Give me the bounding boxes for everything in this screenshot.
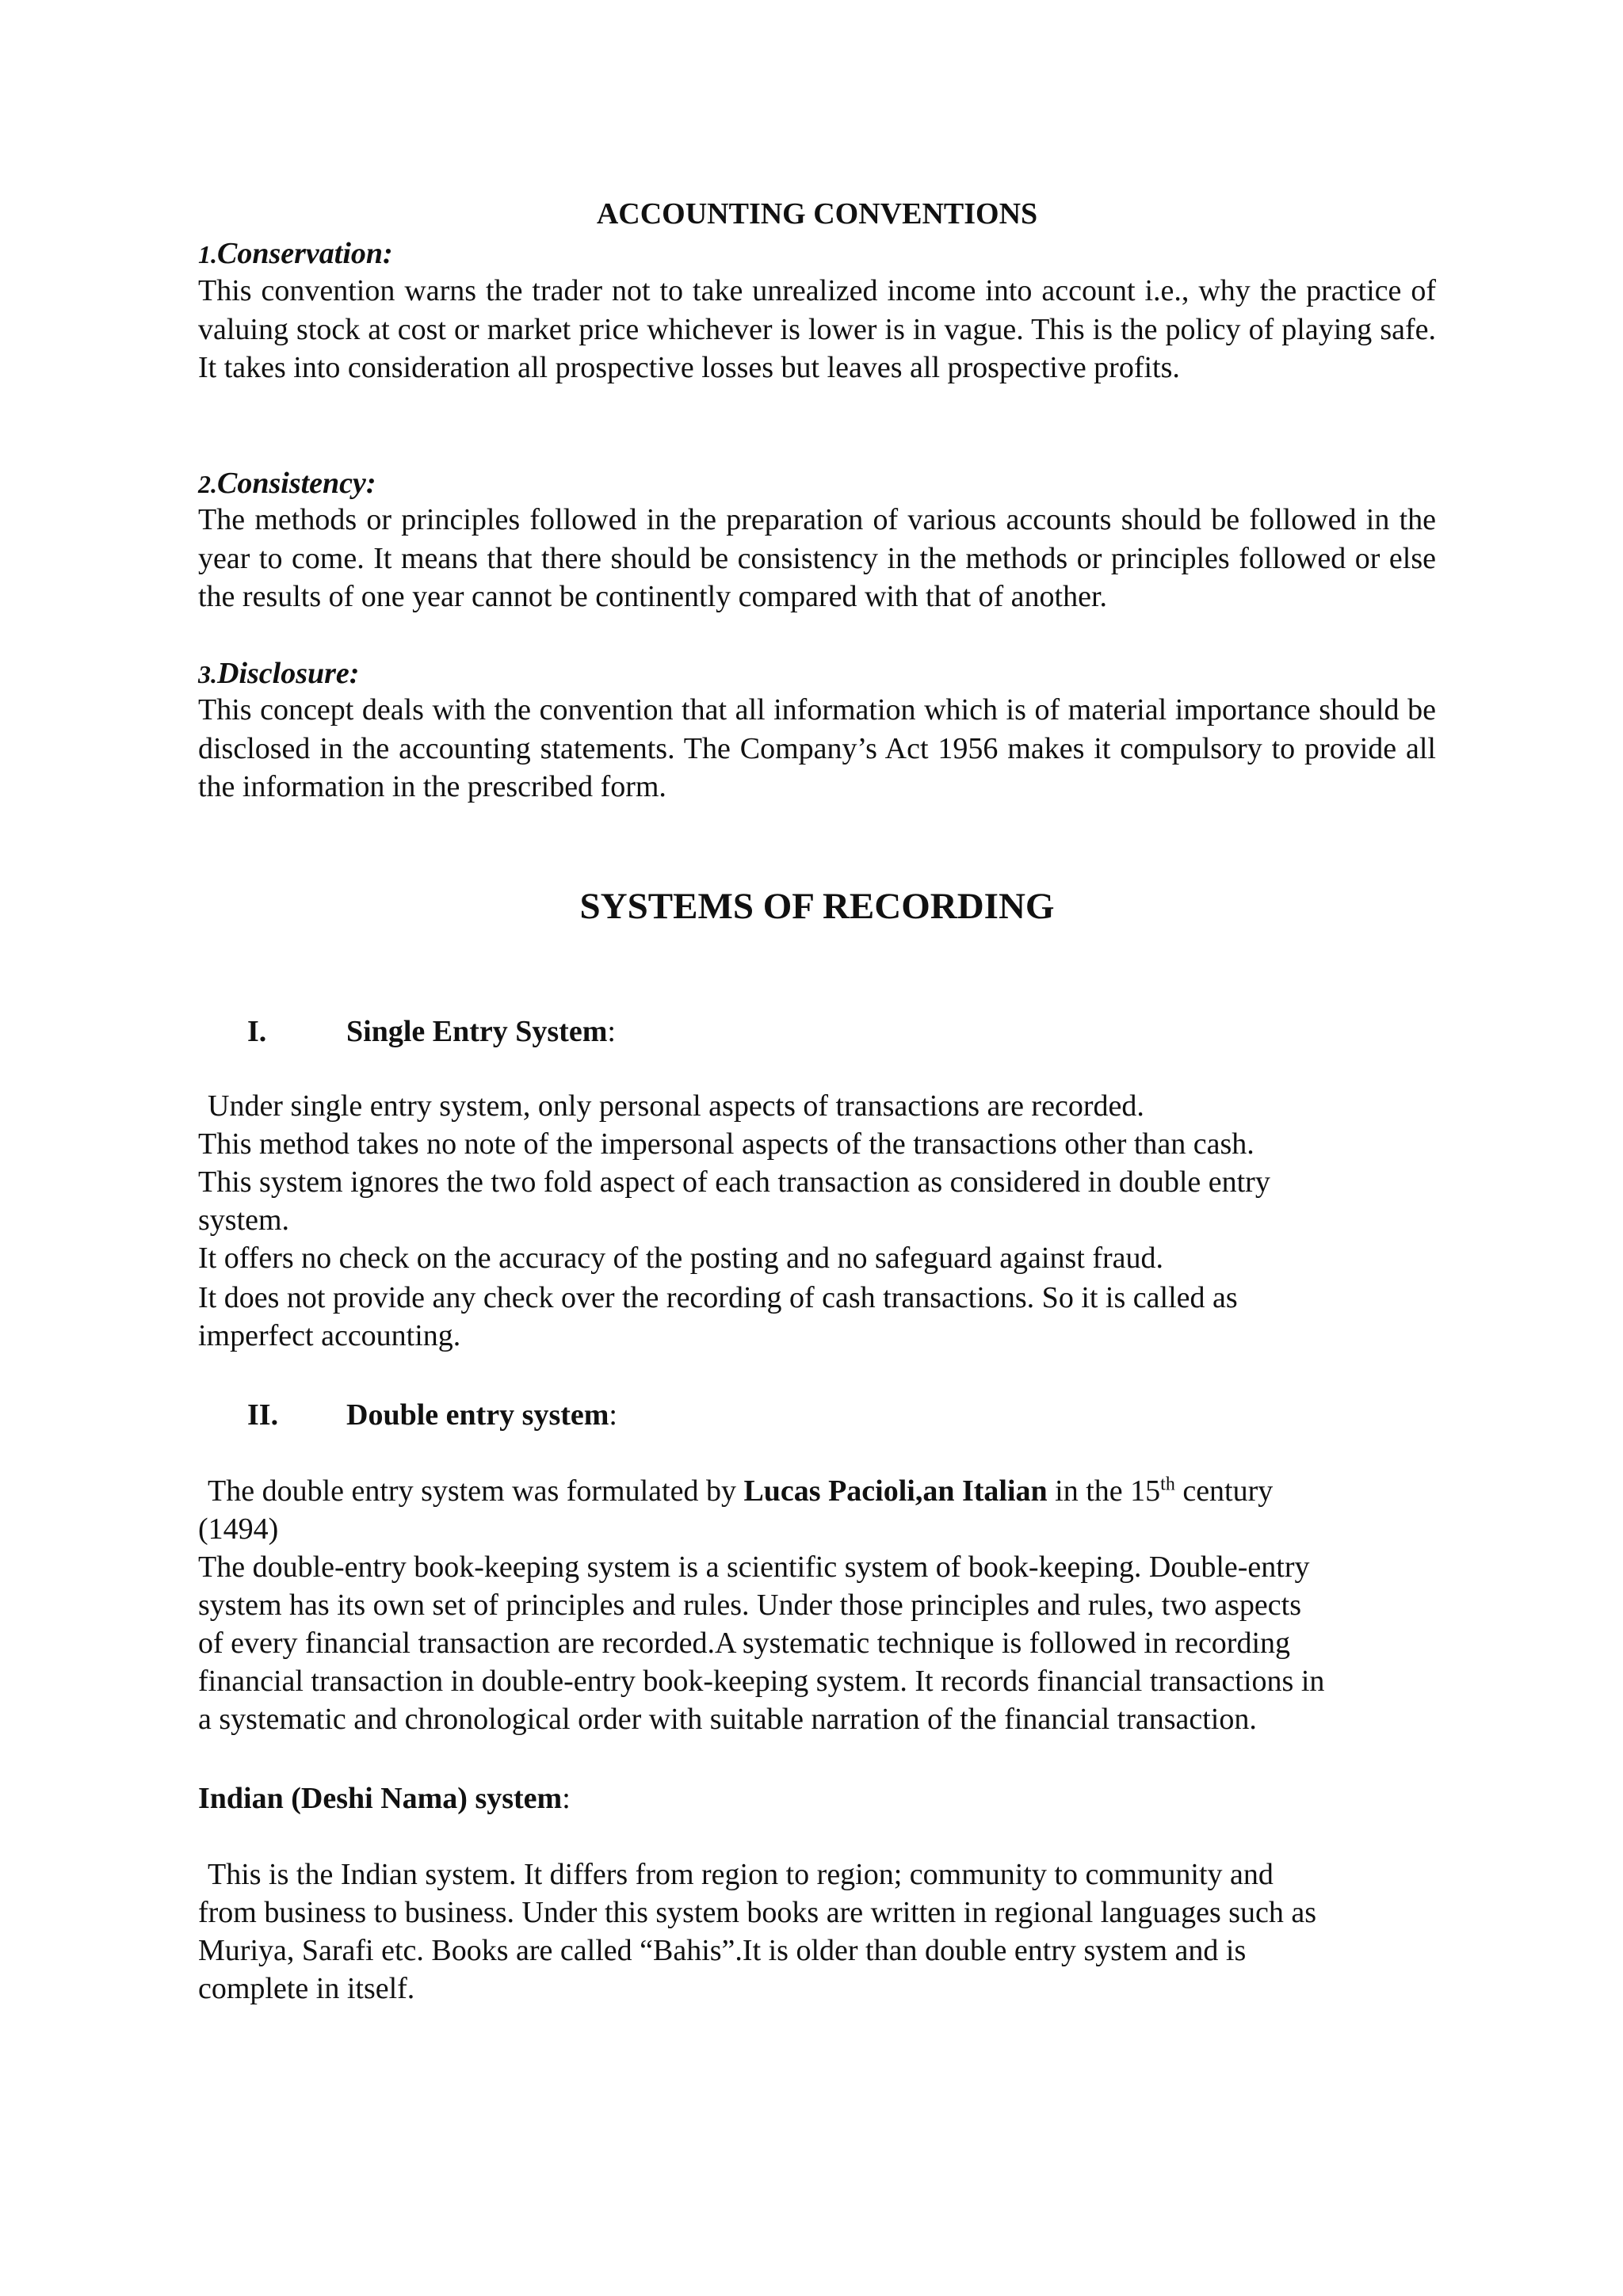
single-entry-line-7: imperfect accounting. xyxy=(198,1319,461,1352)
double-entry-intro-post: century xyxy=(1174,1474,1274,1508)
single-entry-heading-colon: : xyxy=(607,1015,616,1048)
double-entry-line-2: system has its own set of principles and rules. Under those principles and rules, two aspects xyxy=(198,1589,1301,1622)
double-entry-line-1: The double-entry book-keeping system is a scientific system of book-keeping. Double-entry xyxy=(198,1550,1310,1584)
indian-system-heading xyxy=(198,1778,571,1819)
double-entry-line-4: financial transaction in double-entry book-keeping system. It records financial transactions in xyxy=(198,1665,1325,1698)
double-entry-line-3: of every financial transaction are recorded.A systematic technique is followed in recording xyxy=(198,1627,1291,1660)
single-entry-heading xyxy=(346,1011,616,1052)
disclosure-number: 3. xyxy=(198,660,217,688)
single-entry-line-3: This system ignores the two fold aspect of each transaction as considered in double entry xyxy=(198,1165,1270,1199)
consistency-heading-text: Consistency: xyxy=(217,467,376,500)
double-entry-numeral: II. xyxy=(247,1398,279,1432)
double-entry-intro-sup: th xyxy=(1160,1474,1175,1495)
single-entry-line-6: It does not provide any check over the recording of cash transactions. So it is called as xyxy=(198,1281,1238,1314)
indian-system-heading-colon: : xyxy=(562,1782,571,1815)
double-entry-inventor: Lucas Pacioli,an Italian xyxy=(743,1474,1048,1508)
conservation-text: This convention warns the trader not to take unrealized income into account i.e., why the practice of valuing stock at cost or market price whichever is lower is in vague. This is the policy of playing safe. It takes into consideration all prospective losses but leaves all prospective profits. xyxy=(198,274,1436,384)
single-entry-line-2: This method takes no note of the impersonal aspects of the transactions other than cash. xyxy=(198,1127,1254,1161)
double-entry-line-5: a systematic and chronological order with suitable narration of the financial transaction. xyxy=(198,1703,1257,1736)
disclosure-heading xyxy=(198,653,359,695)
consistency-number: 2. xyxy=(198,470,217,498)
disclosure-text: This concept deals with the convention that all information which is of material importance should be disclosed in the accounting statements. The Company’s Act 1956 makes it compulsory to provide all the information in the prescribed form. xyxy=(198,693,1436,803)
conservation-heading-text: Conservation: xyxy=(217,237,393,270)
conventions-title: ACCOUNTING CONVENTIONS xyxy=(596,197,1038,231)
indian-system-heading-text: Indian (Deshi Nama) system xyxy=(198,1782,563,1815)
indian-system-line-2: from business to business. Under this system books are written in regional languages such as xyxy=(198,1896,1317,1929)
double-entry-intro xyxy=(198,1472,1476,1510)
consistency-text: The methods or principles followed in the preparation of various accounts should be followed in the year to come. It means that there should be consistency in the methods or principles followed or else the results of one year cannot be continently compared with that of another. xyxy=(198,503,1436,613)
single-entry-numeral: I. xyxy=(247,1015,267,1048)
conservation-number: 1. xyxy=(198,240,217,269)
single-entry-line-4: system. xyxy=(198,1203,290,1237)
double-entry-heading-text: Double entry system xyxy=(346,1398,609,1432)
double-entry-intro-pre: The double entry system was formulated by xyxy=(208,1474,744,1508)
consistency-heading xyxy=(198,463,376,505)
indian-system-line-4: complete in itself. xyxy=(198,1972,415,2005)
double-entry-heading-colon: : xyxy=(609,1398,617,1432)
indian-system-line-1: This is the Indian system. It differs from region to region; community to community and xyxy=(208,1858,1274,1891)
disclosure-heading-text: Disclosure: xyxy=(217,657,360,690)
single-entry-line-1: Under single entry system, only personal aspects of transactions are recorded. xyxy=(208,1089,1144,1123)
double-entry-heading xyxy=(346,1394,617,1436)
recording-title: SYSTEMS OF RECORDING xyxy=(579,886,1055,927)
double-entry-intro-mid: in the 15 xyxy=(1047,1474,1161,1508)
conservation-heading xyxy=(198,233,393,275)
single-entry-heading-text: Single Entry System xyxy=(346,1015,608,1048)
indian-system-line-3: Muriya, Sarafi etc. Books are called “Bahis”.It is older than double entry system and is xyxy=(198,1934,1247,1967)
single-entry-line-5: It offers no check on the accuracy of the posting and no safeguard against fraud. xyxy=(198,1241,1164,1275)
double-entry-year: (1494) xyxy=(198,1512,279,1546)
